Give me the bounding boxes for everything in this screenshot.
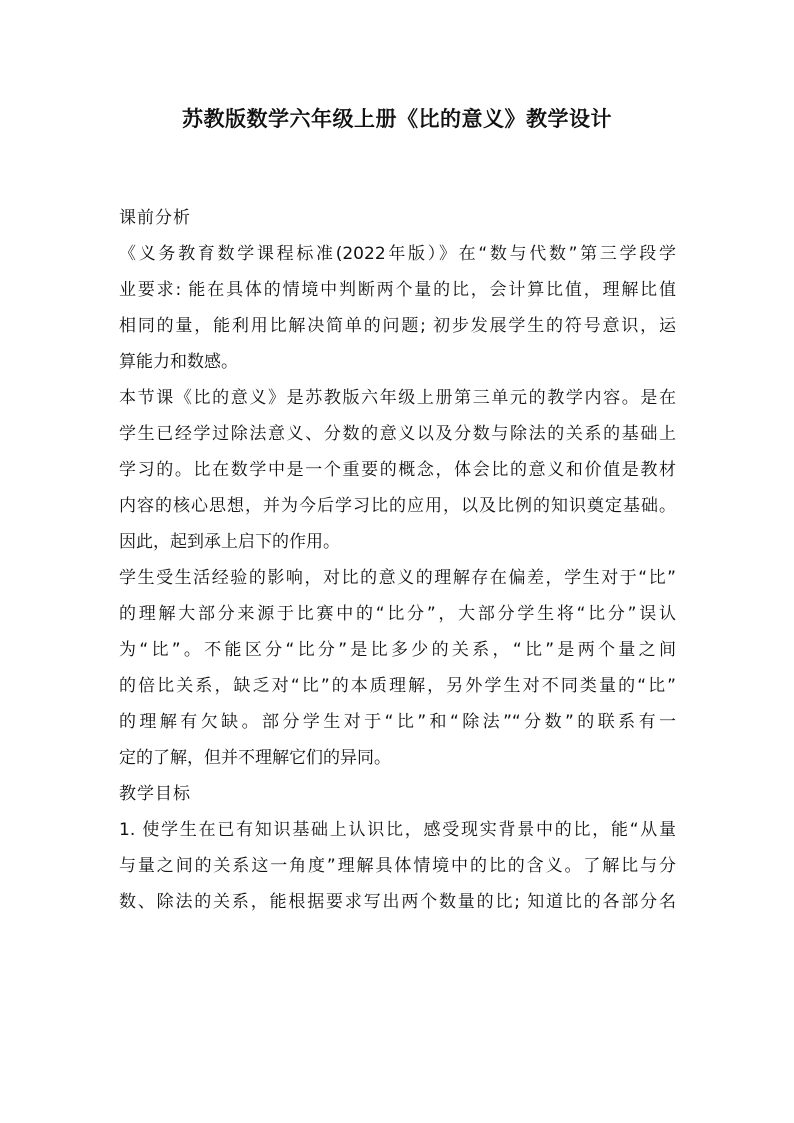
text-line: 1. 使学生在已有知识基础上认识比，感受现实背景中的比，能“从量 (119, 820, 676, 840)
text-line: 学习的。比在数学中是一个重要的概念，体会比的意义和价值是教材 (119, 460, 676, 480)
text-line: 相同的量，能利用比解决简单的问题; 初步发展学生的符号意识，运 (119, 316, 676, 336)
document-body (119, 200, 676, 920)
text-line: 学生已经学过除法意义、分数的意义以及分数与除法的关系的基础上 (119, 424, 676, 444)
text-line: 为“比”。不能区分“比分”是比多少的关系，“比”是两个量之间 (119, 640, 676, 660)
text-line: 与量之间的关系这一角度”理解具体情境中的比的含义。了解比与分 (119, 856, 676, 876)
text-line: 算能力和数感。 (119, 352, 238, 372)
text-line: 内容的核心思想，并为今后学习比的应用，以及比例的知识奠定基础。 (119, 496, 676, 516)
section-heading-teaching-objectives: 教学目标 (119, 784, 191, 804)
document-title: 苏教版数学六年级上册《比的意义》教学设计 (182, 107, 612, 131)
text-line: 业要求: 能在具体的情境中判断两个量的比，会计算比值，理解比值 (119, 280, 676, 300)
text-line: 本节课《比的意义》是苏教版六年级上册第三单元的教学内容。是在 (119, 388, 676, 408)
text-line: 的理解有欠缺。部分学生对于“比”和“除法”“分数”的联系有一 (119, 712, 676, 732)
text-line: 学生受生活经验的影响，对比的意义的理解存在偏差，学生对于“比” (119, 568, 676, 588)
text-line: 的理解大部分来源于比赛中的“比分”，大部分学生将“比分”误认 (119, 604, 676, 624)
section-heading-pre-class-analysis: 课前分析 (119, 208, 191, 228)
text-line: 定的了解，但并不理解它们的异同。 (119, 748, 391, 768)
text-line: 《义务教育数学课程标准(2022年版）》在“数与代数”第三学段学 (119, 244, 676, 264)
text-line: 数、除法的关系，能根据要求写出两个数量的比; 知道比的各部分名 (119, 892, 676, 912)
text-line: 因此，起到承上启下的作用。 (119, 532, 340, 552)
text-line: 的倍比关系，缺乏对“比”的本质理解，另外学生对不同类量的“比” (119, 676, 676, 696)
